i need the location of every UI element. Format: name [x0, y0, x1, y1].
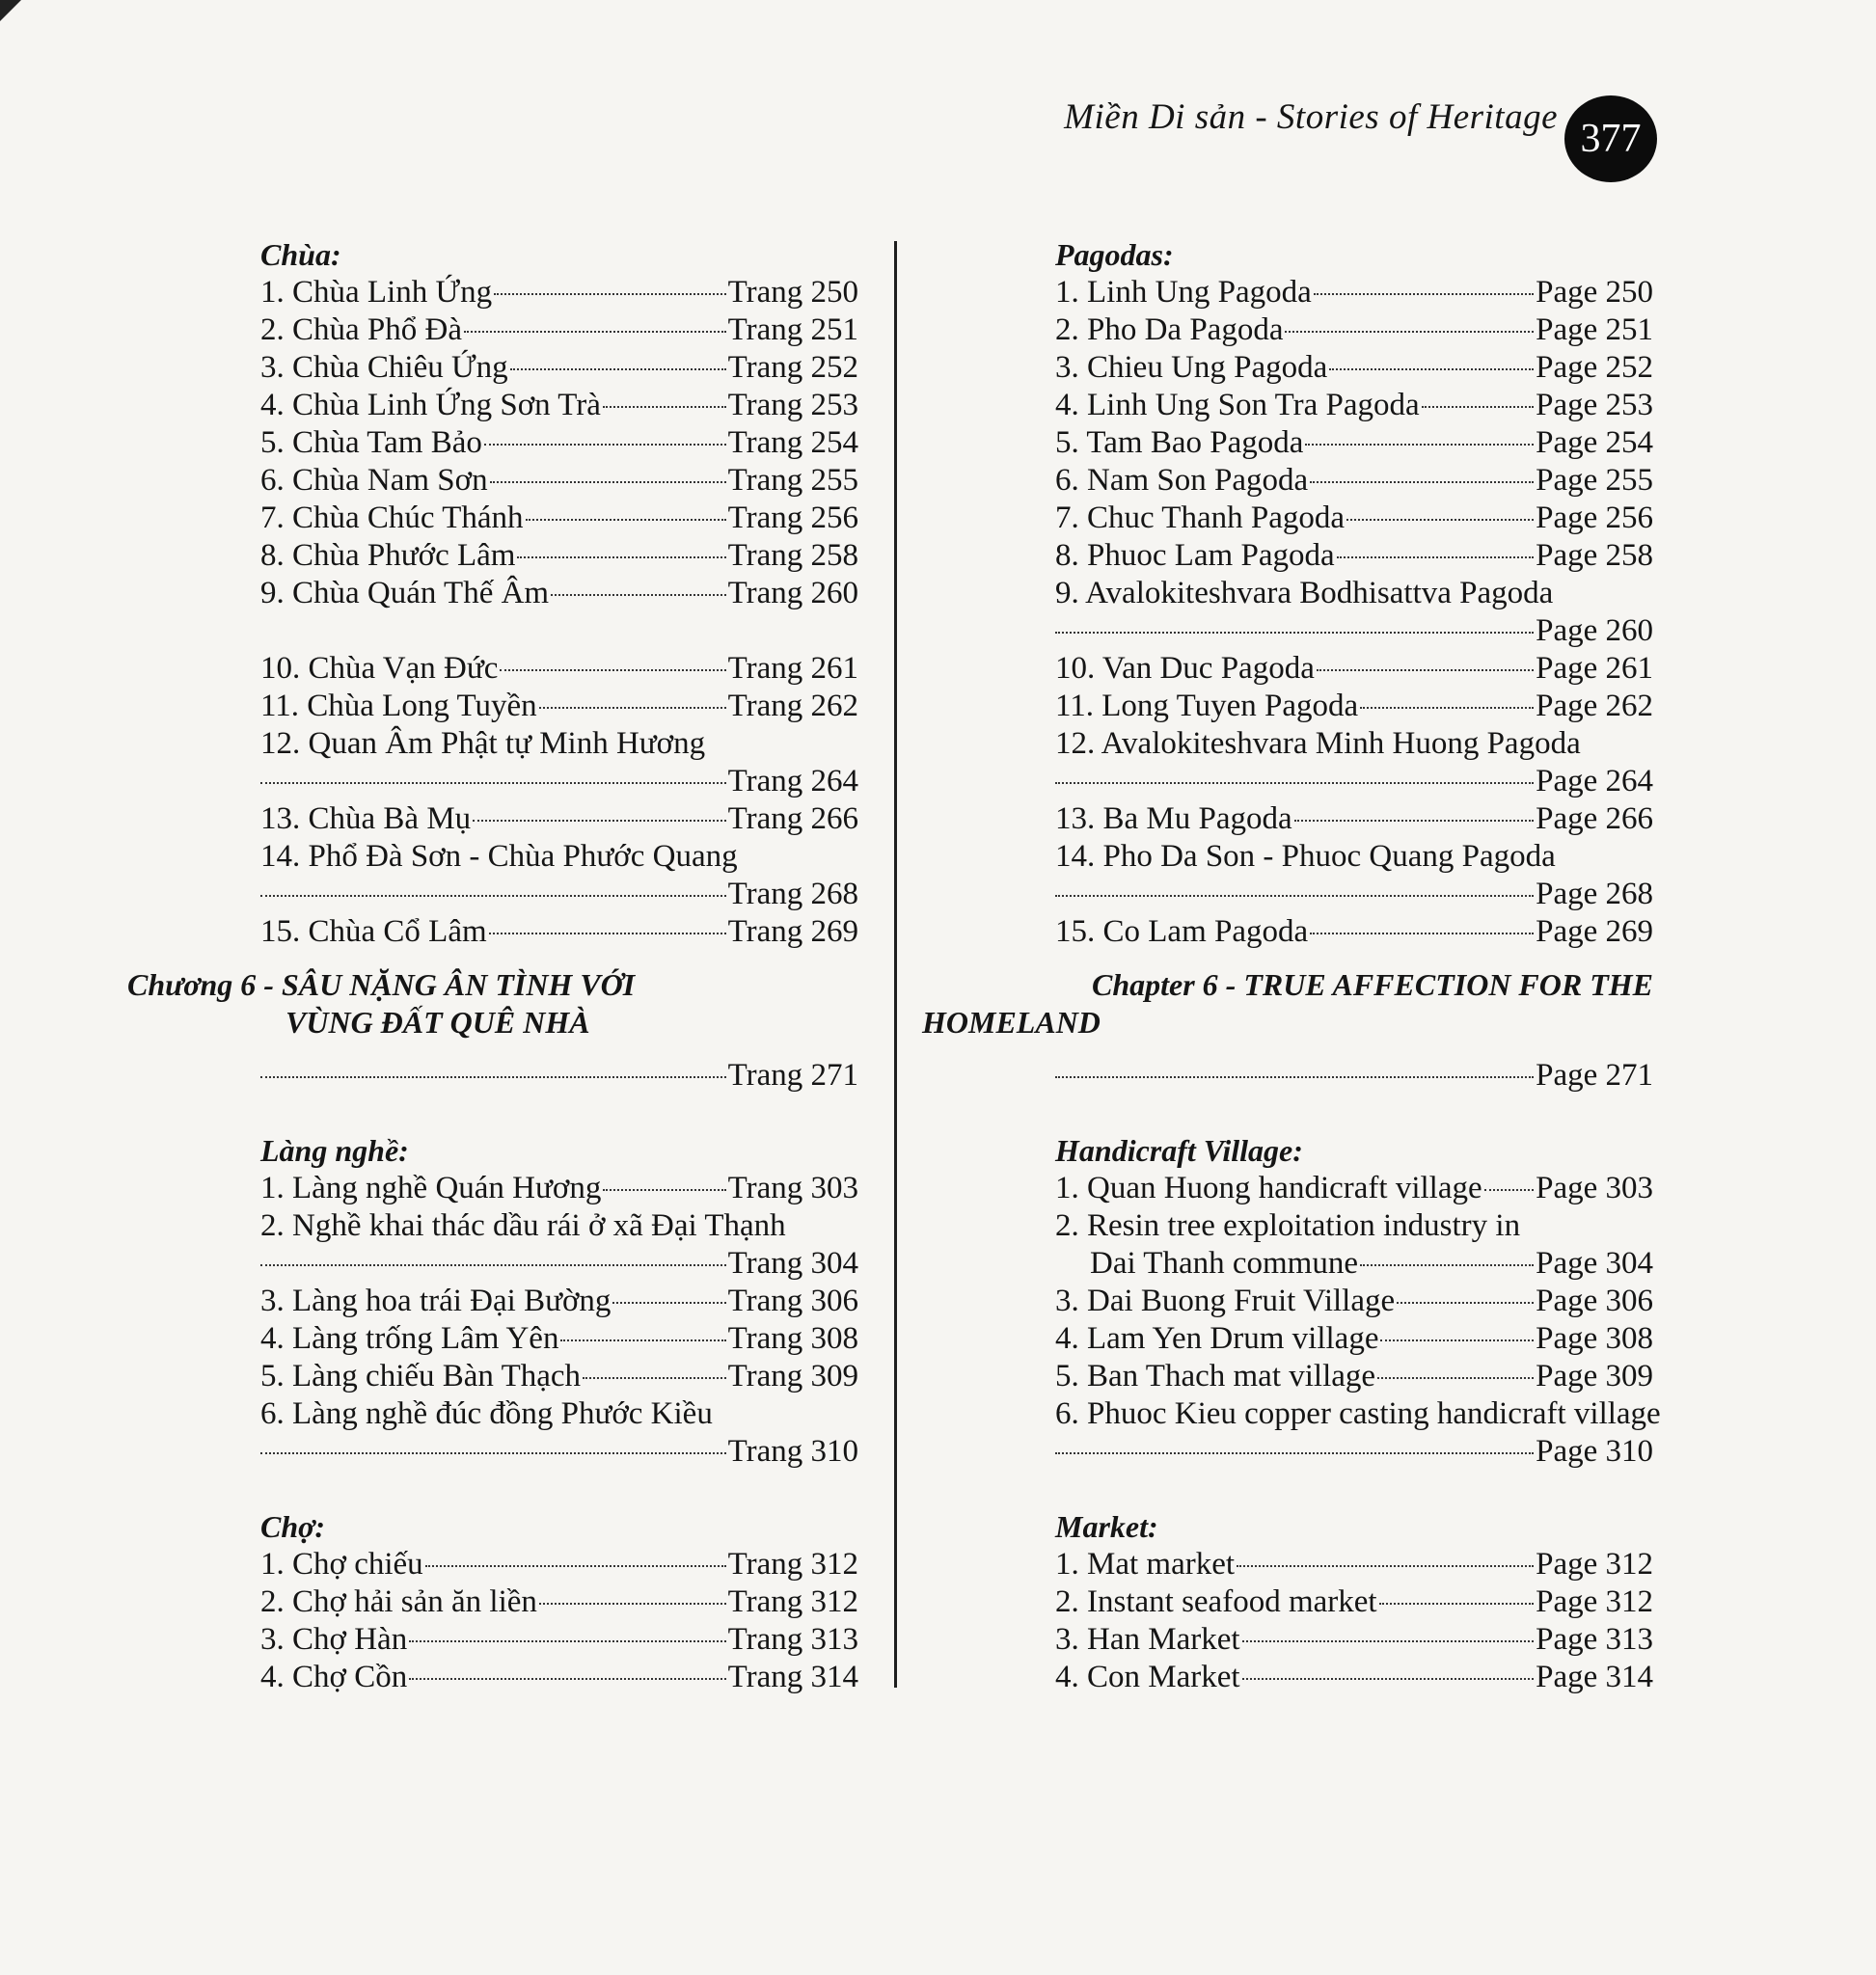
- toc-row: [260, 688, 858, 725]
- toc-row: [1055, 763, 1653, 800]
- dot-leader: [1055, 1076, 1534, 1078]
- toc-row: [1055, 349, 1653, 387]
- chapter-heading: [922, 966, 1653, 1042]
- dot-leader: [260, 1076, 726, 1078]
- toc-row: [1055, 1320, 1653, 1358]
- dot-leader: [489, 933, 726, 934]
- toc-label: 8. Chùa Phước Lâm: [260, 538, 516, 573]
- toc-page: Page 251: [1536, 312, 1653, 347]
- toc-page: Trang 266: [727, 801, 858, 836]
- toc-label: 5. Chùa Tam Bảo: [260, 425, 482, 460]
- toc-label: 11. Long Tuyen Pagoda: [1055, 689, 1359, 723]
- dot-leader: [612, 1302, 725, 1304]
- toc-row: [1055, 913, 1653, 951]
- toc-page: Trang 306: [727, 1284, 858, 1318]
- dot-leader: [1314, 293, 1534, 295]
- toc-page: Page 256: [1536, 501, 1653, 535]
- toc-label: 1. Quan Huong handicraft village: [1055, 1171, 1482, 1205]
- toc-page: Trang 258: [727, 538, 858, 573]
- toc-page: Trang 254: [727, 425, 858, 460]
- dot-leader: [484, 444, 726, 446]
- toc-page: Trang 256: [727, 501, 858, 535]
- dot-leader: [260, 1264, 726, 1266]
- toc-page: Trang 261: [727, 651, 858, 686]
- toc-page: Page 254: [1536, 425, 1653, 460]
- toc-page: Trang 313: [727, 1622, 858, 1657]
- toc-row: [1055, 500, 1653, 537]
- toc-row: [1055, 274, 1653, 311]
- dot-leader: [1237, 1565, 1534, 1567]
- dot-leader: [1397, 1302, 1534, 1304]
- toc-label: 3. Chợ Hàn: [260, 1622, 408, 1657]
- toc-page: Trang 271: [727, 1058, 858, 1093]
- section-heading-chua: Chùa:: [260, 237, 341, 272]
- toc-row: [1055, 688, 1653, 725]
- toc-row: [260, 1433, 858, 1471]
- toc-row: [1055, 537, 1653, 575]
- toc-row: [260, 1170, 858, 1207]
- toc-row: [260, 537, 858, 575]
- toc-label: 10. Van Duc Pagoda: [1055, 651, 1315, 686]
- dot-leader: [1294, 820, 1534, 822]
- toc-row: [1055, 800, 1653, 838]
- toc-label: 1. Chợ chiếu: [260, 1547, 423, 1582]
- toc-row: [260, 800, 858, 838]
- toc-label: 9. Avalokiteshvara Bodhisattva Pagoda: [1055, 576, 1554, 610]
- section-heading-market: Market:: [1055, 1509, 1158, 1544]
- toc-row: [1055, 311, 1653, 349]
- column-divider: [894, 241, 897, 1688]
- toc-label: 1. Làng nghề Quán Hương: [260, 1171, 602, 1205]
- toc-row: [260, 500, 858, 537]
- toc-label: 10. Chùa Vạn Đức: [260, 651, 499, 686]
- toc-page: Trang 312: [727, 1584, 858, 1619]
- toc-row: [1055, 1245, 1653, 1283]
- dot-leader: [1305, 444, 1534, 446]
- toc-label: 4. Linh Ung Son Tra Pagoda: [1055, 388, 1420, 422]
- toc-row: [1055, 650, 1653, 688]
- toc-row: [260, 876, 858, 913]
- toc-label: 3. Han Market: [1055, 1622, 1240, 1657]
- toc-row: [260, 763, 858, 800]
- toc-label: 1. Linh Ung Pagoda: [1055, 275, 1312, 310]
- spacer: [260, 1471, 858, 1508]
- dot-leader: [1317, 669, 1534, 671]
- toc-page: Page 304: [1536, 1246, 1653, 1281]
- toc-row: [1055, 387, 1653, 424]
- page-number: 377: [1580, 117, 1642, 161]
- toc-row: [1055, 462, 1653, 500]
- dot-leader: [500, 669, 725, 671]
- toc-label: 6. Làng nghề đúc đồng Phước Kiều: [260, 1396, 713, 1431]
- toc-label: 5. Ban Thach mat village: [1055, 1359, 1376, 1393]
- toc-label: 2. Resin tree exploitation industry in: [1055, 1208, 1521, 1243]
- toc-row: [260, 1245, 858, 1283]
- toc-page: Page 309: [1536, 1359, 1653, 1393]
- toc-page: Trang 255: [727, 463, 858, 498]
- toc-page: Page 266: [1536, 801, 1653, 836]
- toc-label: 4. Làng trống Lâm Yên: [260, 1321, 559, 1356]
- dot-leader: [464, 331, 726, 333]
- dot-leader: [551, 594, 726, 596]
- dot-leader: [1055, 632, 1534, 634]
- toc-label: 6. Phuoc Kieu copper casting handicraft village: [1055, 1396, 1661, 1431]
- toc-row: [1055, 1283, 1653, 1320]
- toc-label: 2. Instant seafood market: [1055, 1584, 1377, 1619]
- toc-page: Trang 262: [727, 689, 858, 723]
- section-heading-handicraft: Handicraft Village:: [1055, 1133, 1303, 1168]
- toc-label: 7. Chuc Thanh Pagoda: [1055, 501, 1346, 535]
- dot-leader: [1337, 556, 1534, 558]
- chapter-line-1: [127, 967, 635, 1002]
- toc-label: 2. Pho Da Pagoda: [1055, 312, 1284, 347]
- dot-leader: [1055, 782, 1534, 784]
- dot-leader: [1346, 519, 1534, 521]
- toc-label: 3. Chùa Chiêu Ứng: [260, 350, 508, 385]
- dot-leader: [510, 368, 726, 370]
- toc-row: [1055, 1621, 1653, 1659]
- toc-label: 1. Mat market: [1055, 1547, 1236, 1582]
- toc-page: Page 308: [1536, 1321, 1653, 1356]
- toc-page: Page 306: [1536, 1284, 1653, 1318]
- toc-page: Trang 264: [727, 764, 858, 798]
- dot-leader: [1329, 368, 1534, 370]
- toc-page: Trang 251: [727, 312, 858, 347]
- toc-label: 5. Tam Bao Pagoda: [1055, 425, 1304, 460]
- toc-column-english: [922, 236, 1661, 1696]
- chapter-title-2: VÙNG ĐẤT QUÊ NHÀ: [285, 1005, 590, 1040]
- toc-label: 2. Chùa Phổ Đà: [260, 312, 462, 347]
- dot-leader: [409, 1640, 725, 1642]
- toc-page: Trang 253: [727, 388, 858, 422]
- toc-label: 14. Phổ Đà Sơn - Chùa Phước Quang: [260, 839, 738, 874]
- dot-leader: [1310, 481, 1534, 483]
- section-heading-pagodas: Pagodas:: [1055, 237, 1174, 272]
- toc-row: [1055, 1583, 1653, 1621]
- toc-label: 3. Làng hoa trái Đại Bường: [260, 1284, 612, 1318]
- toc-label: 4. Chùa Linh Ứng Sơn Trà: [260, 388, 601, 422]
- toc-page: Page 303: [1536, 1171, 1653, 1205]
- toc-label: 12. Avalokiteshvara Minh Huong Pagoda: [1055, 726, 1581, 761]
- toc-row: [260, 1621, 858, 1659]
- toc-page: Page 312: [1536, 1584, 1653, 1619]
- dot-leader: [1422, 406, 1534, 408]
- spacer: [1055, 1095, 1653, 1132]
- toc-row: [260, 387, 858, 424]
- toc-row: [260, 1057, 858, 1095]
- dot-leader: [1379, 1603, 1535, 1605]
- toc-label: 2. Chợ hải sản ăn liền: [260, 1584, 537, 1619]
- toc-row: [1055, 1358, 1653, 1395]
- toc-label: 3. Dai Buong Fruit Village: [1055, 1284, 1396, 1318]
- toc-page: Trang 308: [727, 1321, 858, 1356]
- dot-leader: [1055, 1452, 1534, 1454]
- toc-row: [260, 1283, 858, 1320]
- toc-label: 13. Chùa Bà Mụ: [260, 801, 472, 836]
- dot-leader: [260, 782, 726, 784]
- dot-leader: [494, 293, 726, 295]
- toc-label: 8. Phuoc Lam Pagoda: [1055, 538, 1335, 573]
- toc-row: [260, 311, 858, 349]
- dot-leader: [473, 820, 725, 822]
- dot-leader: [1242, 1678, 1535, 1680]
- toc-page: Page 253: [1536, 388, 1653, 422]
- page-number-badge: [1564, 95, 1657, 182]
- toc-page: Page 250: [1536, 275, 1653, 310]
- toc-label: Dai Thanh commune: [1090, 1246, 1358, 1281]
- toc-page: Page 314: [1536, 1660, 1653, 1694]
- toc-page: Trang 304: [727, 1246, 858, 1281]
- toc-page: Trang 268: [727, 877, 858, 911]
- toc-label: 4. Con Market: [1055, 1660, 1240, 1694]
- toc-page: Page 312: [1536, 1547, 1653, 1582]
- toc-label: 13. Ba Mu Pagoda: [1055, 801, 1292, 836]
- toc-row: [1055, 1433, 1653, 1471]
- dot-leader: [1055, 895, 1534, 897]
- dot-leader: [1377, 1377, 1534, 1379]
- toc-row: [260, 1659, 858, 1696]
- toc-page: Trang 314: [727, 1660, 858, 1694]
- toc-page: Trang 310: [727, 1434, 858, 1469]
- toc-label: 6. Chùa Nam Sơn: [260, 463, 488, 498]
- toc-page: Page 252: [1536, 350, 1653, 385]
- toc-row: [1055, 612, 1653, 650]
- dot-leader: [490, 481, 726, 483]
- dot-leader: [560, 1339, 725, 1341]
- toc-label: 4. Chợ Cồn: [260, 1660, 408, 1694]
- toc-label: 15. Co Lam Pagoda: [1055, 914, 1309, 949]
- toc-page: Page 255: [1536, 463, 1653, 498]
- toc-label: 9. Chùa Quán Thế Âm: [260, 576, 550, 610]
- toc-row: [1055, 424, 1653, 462]
- toc-row: [260, 650, 858, 688]
- toc-page: Page 260: [1536, 613, 1653, 648]
- toc-row: [260, 274, 858, 311]
- dot-leader: [1380, 1339, 1534, 1341]
- toc-column-vietnamese: [127, 236, 858, 1696]
- toc-row: [1055, 1659, 1653, 1696]
- chapter-heading: [127, 966, 858, 1042]
- dot-leader: [1360, 707, 1534, 709]
- toc-row: [1055, 876, 1653, 913]
- toc-page: Page 310: [1536, 1434, 1653, 1469]
- toc-row: [260, 1320, 858, 1358]
- toc-row: [260, 1358, 858, 1395]
- toc-page: Trang 252: [727, 350, 858, 385]
- toc-page: Page 262: [1536, 689, 1653, 723]
- toc-page: Page 268: [1536, 877, 1653, 911]
- toc-label: 11. Chùa Long Tuyền: [260, 689, 537, 723]
- corner-mark: [0, 0, 21, 21]
- running-head-title: Miền Di sản - Stories of Heritage: [1064, 97, 1558, 137]
- dot-leader: [603, 406, 726, 408]
- section-heading-lang-nghe: Làng nghề:: [260, 1133, 409, 1168]
- toc-row: [260, 1583, 858, 1621]
- dot-leader: [539, 1603, 726, 1605]
- toc-label: 3. Chieu Ung Pagoda: [1055, 350, 1328, 385]
- toc-page: Trang 250: [727, 275, 858, 310]
- dot-leader: [260, 1452, 726, 1454]
- toc-row: [260, 1546, 858, 1583]
- dot-leader: [1484, 1189, 1534, 1191]
- toc-page: Page 264: [1536, 764, 1653, 798]
- toc-page: Trang 260: [727, 576, 858, 610]
- dot-leader: [517, 556, 725, 558]
- chapter-title-2: HOMELAND: [922, 1005, 1101, 1040]
- toc-row: [260, 913, 858, 951]
- toc-page: Trang 309: [727, 1359, 858, 1393]
- dot-leader: [425, 1565, 726, 1567]
- toc-page: Page 258: [1536, 538, 1653, 573]
- chapter-title-1: SÂU NẶNG ÂN TÌNH VỚI: [281, 967, 636, 1002]
- spacer: [260, 612, 858, 650]
- dot-leader: [1360, 1264, 1534, 1266]
- dot-leader: [260, 895, 726, 897]
- toc-label: 12. Quan Âm Phật tự Minh Hương: [260, 726, 706, 761]
- dot-leader: [583, 1377, 726, 1379]
- toc-row: [260, 575, 858, 612]
- dot-leader: [526, 519, 726, 521]
- section-heading-cho: Chợ:: [260, 1509, 325, 1544]
- toc-row: [260, 424, 858, 462]
- toc-row: [1055, 1170, 1653, 1207]
- toc-page: Trang 269: [727, 914, 858, 949]
- toc-label: 15. Chùa Cổ Lâm: [260, 914, 487, 949]
- toc-page: Page 261: [1536, 651, 1653, 686]
- toc-page: Page 269: [1536, 914, 1653, 949]
- chapter-prefix: Chương 6 -: [127, 967, 282, 1002]
- toc-label: 7. Chùa Chúc Thánh: [260, 501, 524, 535]
- toc-label: 14. Pho Da Son - Phuoc Quang Pagoda: [1055, 839, 1556, 874]
- toc-page: Trang 303: [727, 1171, 858, 1205]
- toc-label: 4. Lam Yen Drum village: [1055, 1321, 1379, 1356]
- toc-label: 2. Nghề khai thác dầu rái ở xã Đại Thạnh: [260, 1208, 786, 1243]
- toc-row: [1055, 1057, 1653, 1095]
- dot-leader: [1285, 331, 1534, 333]
- toc-row: [260, 349, 858, 387]
- toc-label: 5. Làng chiếu Bàn Thạch: [260, 1359, 582, 1393]
- dot-leader: [1310, 933, 1534, 934]
- toc-label: 1. Chùa Linh Ứng: [260, 275, 493, 310]
- dot-leader: [409, 1678, 725, 1680]
- dot-leader: [539, 707, 726, 709]
- toc-page: Trang 312: [727, 1547, 858, 1582]
- toc-page: Page 271: [1536, 1058, 1653, 1093]
- dot-leader: [1242, 1640, 1535, 1642]
- toc-row: [260, 462, 858, 500]
- spacer: [260, 1095, 858, 1132]
- toc-row: [1055, 1546, 1653, 1583]
- dot-leader: [603, 1189, 725, 1191]
- toc-label: 6. Nam Son Pagoda: [1055, 463, 1309, 498]
- chapter-title-1: Chapter 6 - TRUE AFFECTION FOR THE: [1091, 967, 1653, 1002]
- toc-page: Page 313: [1536, 1622, 1653, 1657]
- spacer: [1055, 1471, 1653, 1508]
